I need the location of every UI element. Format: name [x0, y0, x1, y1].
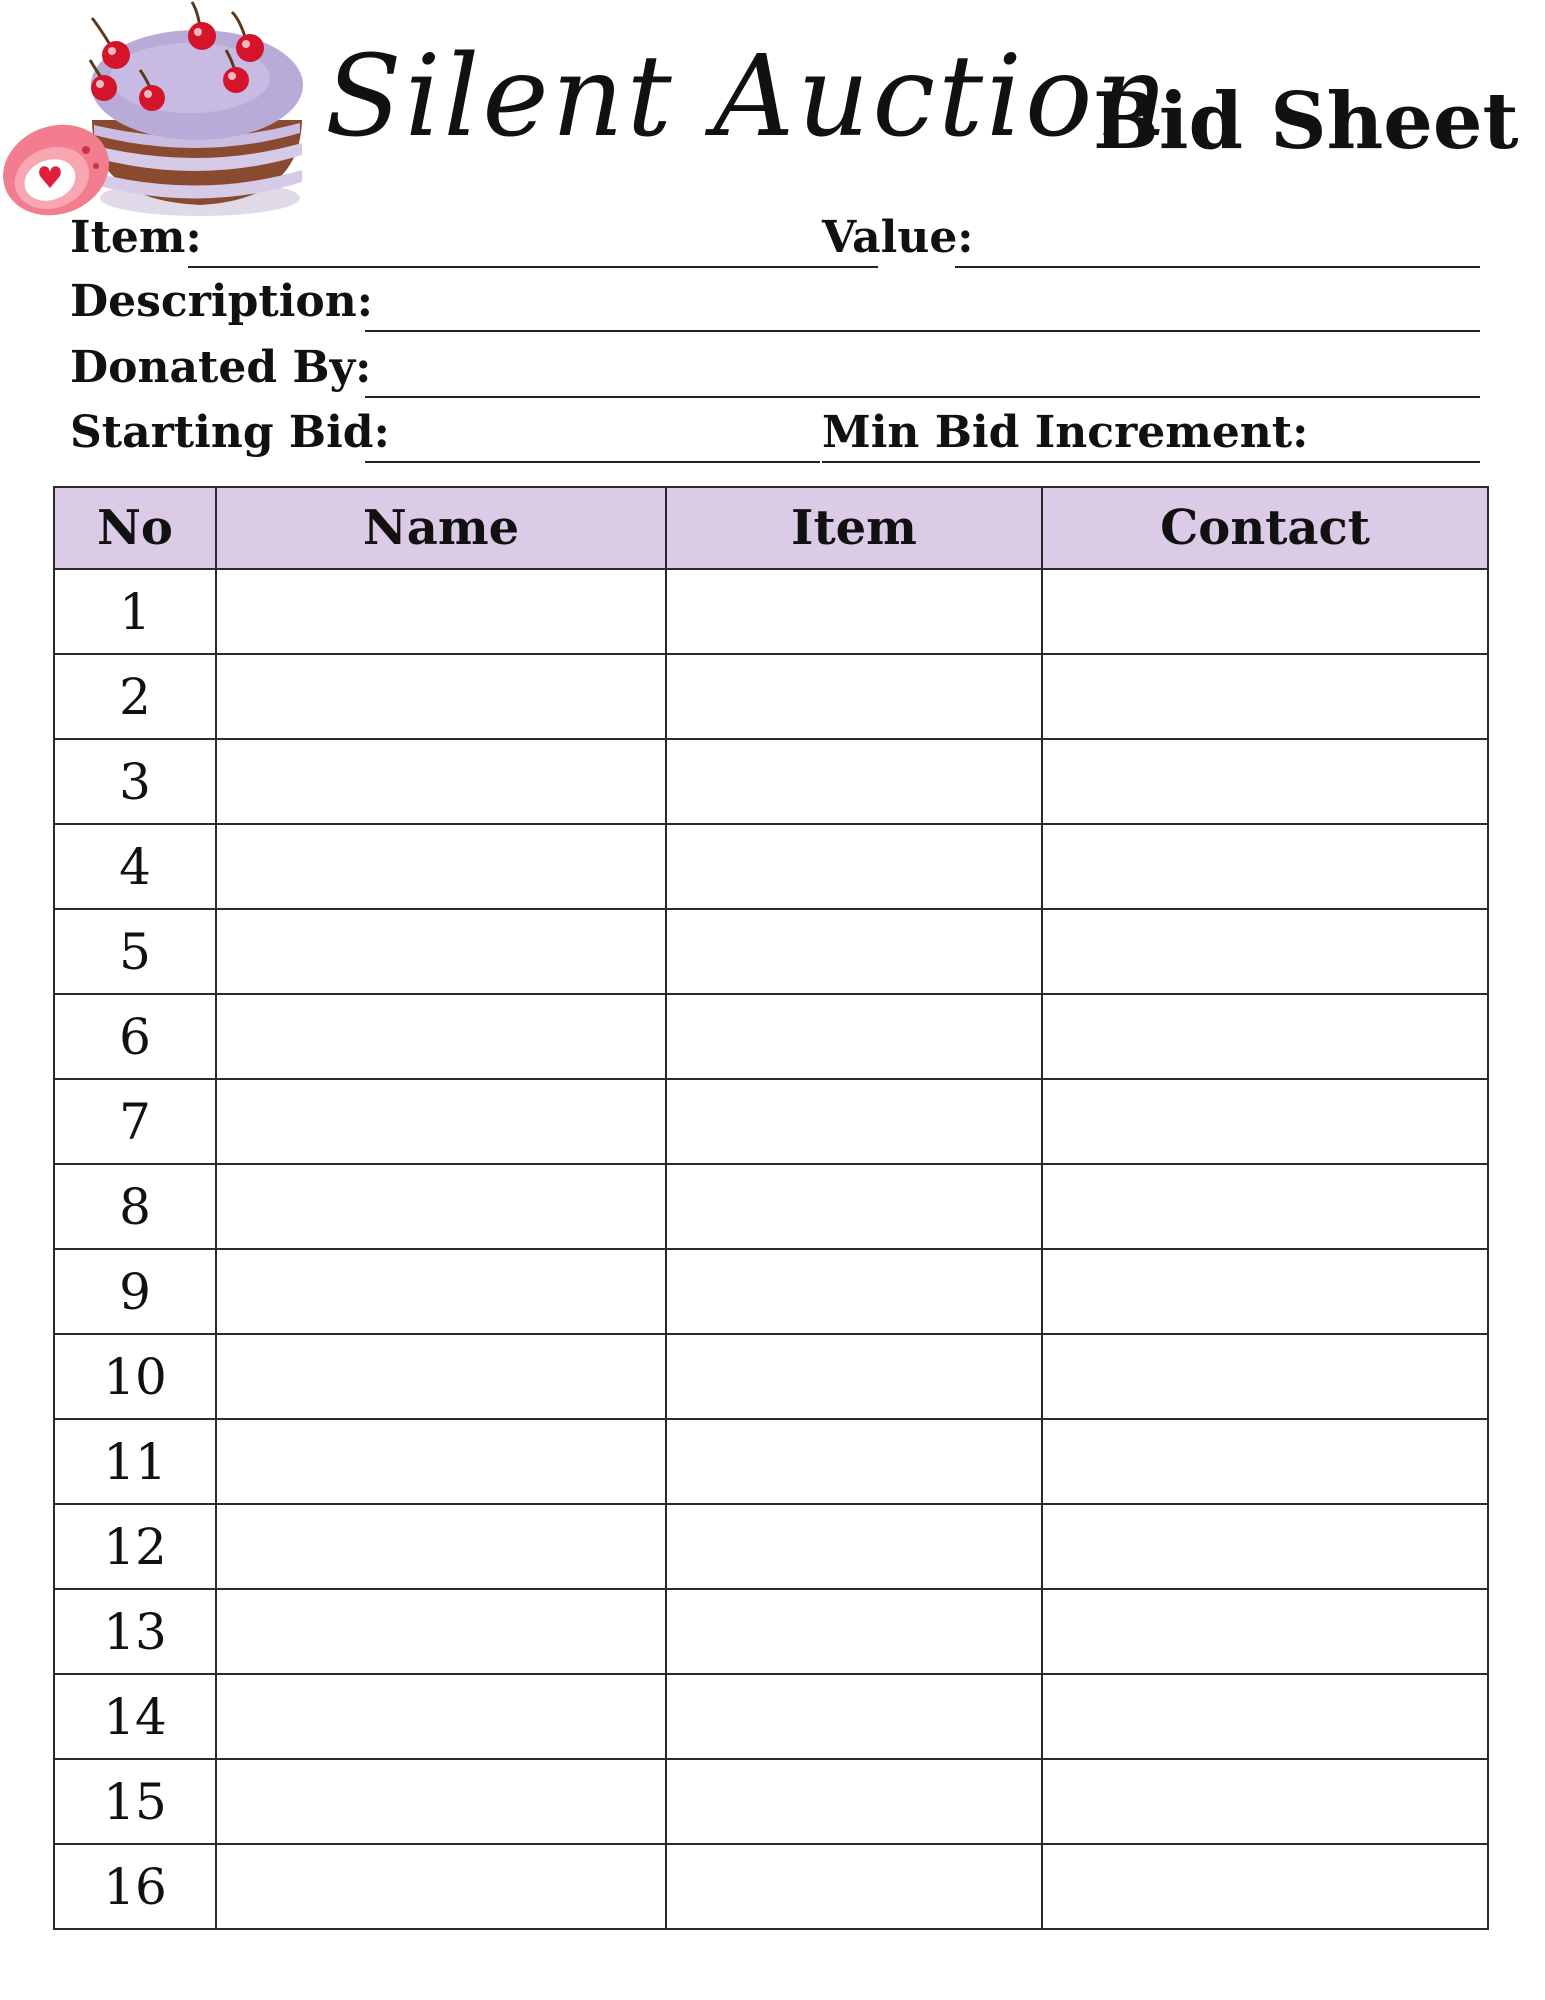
row-number: 1	[54, 569, 216, 654]
item-cell[interactable]	[666, 739, 1042, 824]
item-cell[interactable]	[666, 994, 1042, 1079]
description-label: Description:	[70, 276, 373, 327]
row-number: 12	[54, 1504, 216, 1589]
name-cell[interactable]	[216, 739, 666, 824]
contact-cell[interactable]	[1042, 654, 1488, 739]
item-cell[interactable]	[666, 1759, 1042, 1844]
row-number: 7	[54, 1079, 216, 1164]
item-cell[interactable]	[666, 1249, 1042, 1334]
item-cell[interactable]	[666, 1079, 1042, 1164]
item-cell[interactable]	[666, 1674, 1042, 1759]
table-row	[54, 1079, 1488, 1164]
name-cell[interactable]	[216, 569, 666, 654]
table-row	[54, 1674, 1488, 1759]
contact-cell[interactable]	[1042, 1079, 1488, 1164]
value-label: Value:	[822, 212, 974, 263]
min-bid-increment-label: Min Bid Increment:	[822, 407, 1309, 458]
donated-by-row	[70, 340, 1480, 400]
cherry-icon	[188, 2, 216, 50]
contact-cell[interactable]	[1042, 1334, 1488, 1419]
row-number: 15	[54, 1759, 216, 1844]
contact-cell[interactable]	[1042, 824, 1488, 909]
starting-bid-label: Starting Bid:	[70, 407, 390, 458]
contact-cell[interactable]	[1042, 1674, 1488, 1759]
description-row	[70, 274, 1480, 334]
row-number: 2	[54, 654, 216, 739]
name-cell[interactable]	[216, 1759, 666, 1844]
item-cell[interactable]	[666, 1334, 1042, 1419]
row-number: 6	[54, 994, 216, 1079]
item-field[interactable]	[188, 266, 878, 268]
name-cell[interactable]	[216, 654, 666, 739]
item-cell[interactable]	[666, 1419, 1042, 1504]
contact-cell[interactable]	[1042, 994, 1488, 1079]
table-row	[54, 739, 1488, 824]
contact-cell[interactable]	[1042, 1249, 1488, 1334]
bid-table	[53, 486, 1489, 1930]
row-number: 14	[54, 1674, 216, 1759]
item-value-row	[70, 210, 1480, 270]
contact-cell[interactable]	[1042, 1504, 1488, 1589]
value-field[interactable]	[955, 266, 1480, 268]
row-number: 11	[54, 1419, 216, 1504]
column-header-item: Item	[666, 487, 1042, 569]
starting-bid-field[interactable]	[365, 461, 820, 463]
starting-bid-row	[70, 405, 1480, 465]
cherry-icon	[92, 18, 130, 69]
item-cell[interactable]	[666, 1164, 1042, 1249]
column-header-name: Name	[216, 487, 666, 569]
table-row	[54, 1759, 1488, 1844]
contact-cell[interactable]	[1042, 1419, 1488, 1504]
table-row	[54, 909, 1488, 994]
item-cell[interactable]	[666, 1504, 1042, 1589]
table-header-row	[54, 487, 1488, 569]
name-cell[interactable]	[216, 1334, 666, 1419]
table-row	[54, 569, 1488, 654]
table-row	[54, 1249, 1488, 1334]
contact-cell[interactable]	[1042, 569, 1488, 654]
name-cell[interactable]	[216, 994, 666, 1079]
row-number: 10	[54, 1334, 216, 1419]
row-number: 13	[54, 1589, 216, 1674]
donated-by-field[interactable]	[365, 396, 1480, 398]
table-row	[54, 1504, 1488, 1589]
name-cell[interactable]	[216, 1504, 666, 1589]
min-bid-increment-field[interactable]	[822, 461, 1480, 463]
name-cell[interactable]	[216, 1079, 666, 1164]
row-number: 16	[54, 1844, 216, 1929]
page-header	[0, 0, 1545, 225]
contact-cell[interactable]	[1042, 1759, 1488, 1844]
table-row	[54, 654, 1488, 739]
column-header-no: No	[54, 487, 216, 569]
name-cell[interactable]	[216, 1844, 666, 1929]
donated-by-label: Donated By:	[70, 342, 372, 393]
row-number: 8	[54, 1164, 216, 1249]
title-bold-text: Bid Sheet	[1093, 76, 1519, 167]
contact-cell[interactable]	[1042, 1589, 1488, 1674]
table-row	[54, 824, 1488, 909]
row-number: 4	[54, 824, 216, 909]
cake-icon	[0, 0, 320, 230]
row-number: 3	[54, 739, 216, 824]
table-row	[54, 1844, 1488, 1929]
contact-cell[interactable]	[1042, 1844, 1488, 1929]
description-field[interactable]	[365, 330, 1480, 332]
row-number: 9	[54, 1249, 216, 1334]
table-row	[54, 1589, 1488, 1674]
column-header-contact: Contact	[1042, 487, 1488, 569]
name-cell[interactable]	[216, 824, 666, 909]
name-cell[interactable]	[216, 1589, 666, 1674]
title-script-text: Silent Auction	[325, 32, 1171, 162]
table-row	[54, 994, 1488, 1079]
contact-cell[interactable]	[1042, 1164, 1488, 1249]
table-row	[54, 1164, 1488, 1249]
table-row	[54, 1419, 1488, 1504]
name-cell[interactable]	[216, 909, 666, 994]
item-cell[interactable]	[666, 1844, 1042, 1929]
row-number: 5	[54, 909, 216, 994]
name-cell[interactable]	[216, 1249, 666, 1334]
contact-cell[interactable]	[1042, 739, 1488, 824]
name-cell[interactable]	[216, 1419, 666, 1504]
item-cell[interactable]	[666, 909, 1042, 994]
item-label: Item:	[70, 212, 202, 263]
item-cell[interactable]	[666, 654, 1042, 739]
item-cell[interactable]	[666, 569, 1042, 654]
item-cell[interactable]	[666, 824, 1042, 909]
name-cell[interactable]	[216, 1674, 666, 1759]
table-row	[54, 1334, 1488, 1419]
name-cell[interactable]	[216, 1164, 666, 1249]
item-cell[interactable]	[666, 1589, 1042, 1674]
contact-cell[interactable]	[1042, 909, 1488, 994]
